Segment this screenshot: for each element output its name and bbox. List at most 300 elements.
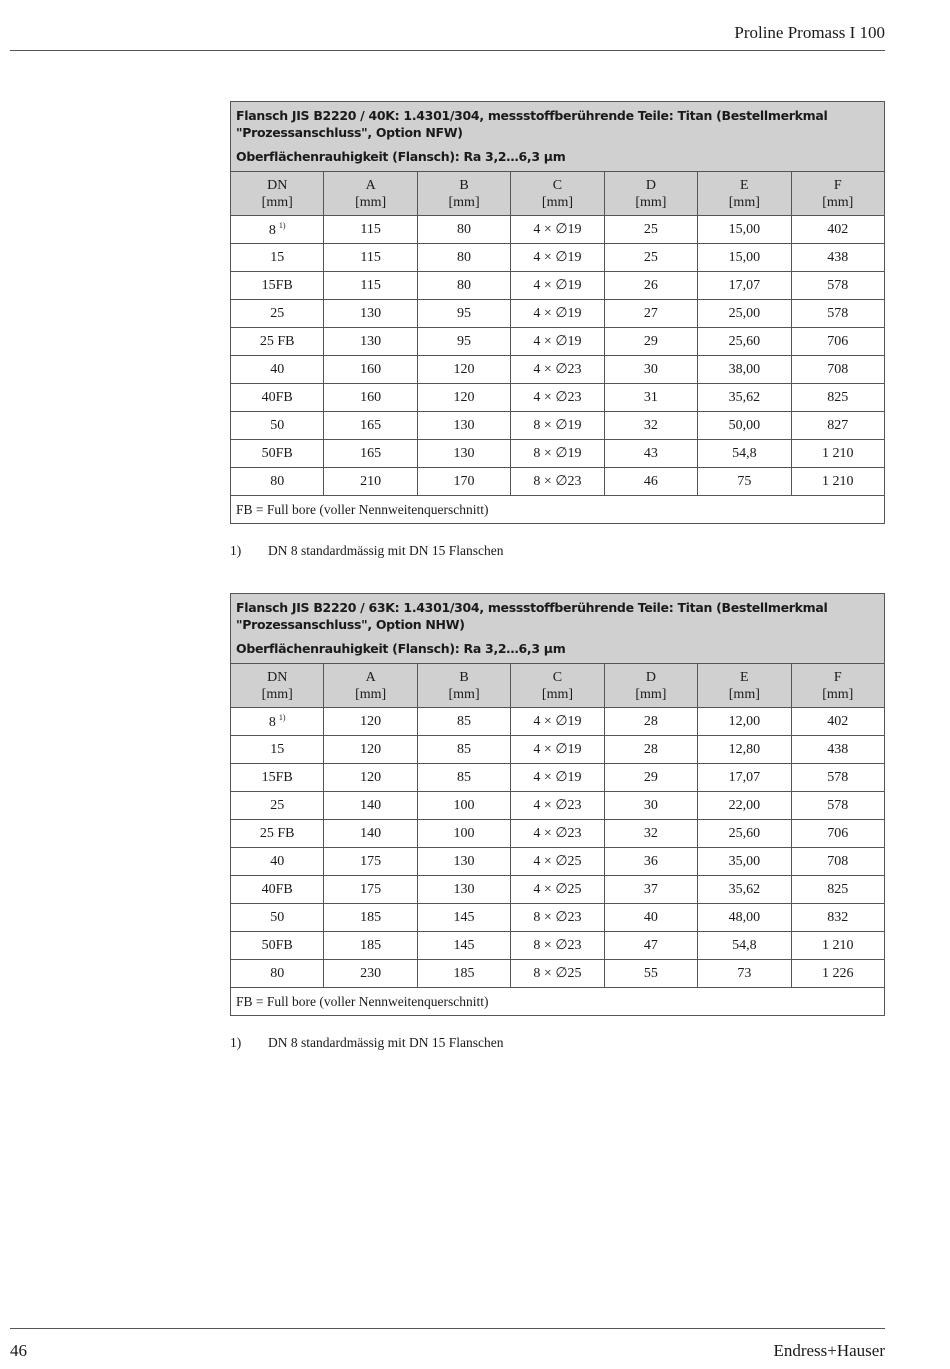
cell-value: 4 × ∅23 [533,390,582,405]
cell-value: 80 [270,473,285,489]
table-cell [698,328,791,356]
table-cell [324,440,417,468]
cell-value: 1 210 [822,473,854,489]
flange-table-40k [230,101,885,524]
cell-value: 25 [643,221,658,237]
cell-value: 827 [827,417,849,433]
table-cell [324,848,417,876]
column-name: E [740,177,749,193]
table-cell [324,244,417,272]
table-cell [417,820,510,848]
table-cell [698,216,791,244]
column-name: C [552,177,563,193]
table-cell [511,384,604,412]
cell-value: 17,07 [728,277,761,293]
cell-value: 31 [643,389,658,405]
cell-value: 160 [360,361,382,377]
column-header [604,664,697,708]
table-cell [698,932,791,960]
column-header [231,172,324,216]
table-cell [324,960,417,988]
cell-value: 438 [827,249,849,265]
table-cell [417,848,510,876]
cell-value: 15 [270,249,285,265]
table-cell [324,272,417,300]
table-cell [231,904,324,932]
cell-value: 12,00 [728,713,761,729]
column-unit: [mm] [541,194,574,210]
cell-value: 32 [643,417,658,433]
table-cell [604,960,697,988]
cell-value: 50,00 [728,417,761,433]
column-unit: [mm] [728,194,760,210]
cell-value: 15,00 [728,221,761,237]
footnote-mark: 1) [230,1035,242,1050]
cell-value: 4 × ∅25 [533,882,582,897]
table-cell [698,384,791,412]
cell-value: 40FB [261,881,293,897]
table-cell [791,468,884,496]
cell-value: 4 × ∅23 [533,826,582,841]
cell-value: 4 × ∅19 [533,742,582,757]
cell-value: 145 [453,937,475,953]
cell-value: 120 [453,389,475,405]
table-cell [791,300,884,328]
column-unit: [mm] [822,686,854,702]
table-cell [791,412,884,440]
cell-value: 25 FB [259,825,295,841]
table-row [231,904,885,932]
column-unit: [mm] [355,194,387,210]
table-row [231,876,885,904]
table-cell [604,904,697,932]
table-subcaption-row [231,637,885,664]
cell-value: 85 [457,741,472,757]
cell-value: 8 × ∅19 [533,446,582,461]
table-row [231,216,885,244]
cell-value: 80 [457,277,472,293]
column-unit: [mm] [728,686,760,702]
cell-value: 8 × ∅23 [533,938,582,953]
table-cell [604,764,697,792]
cell-value: 43 [643,445,658,461]
flange-table-63k [230,593,885,1016]
cell-value: 25,00 [728,305,761,321]
table-cell [324,904,417,932]
footnote-text: DN 8 standardmässig mit DN 15 Flanschen [268,543,504,558]
column-name: F [833,669,842,685]
cell-value: 40 [270,853,285,869]
table-cell [791,244,884,272]
table-cell [698,736,791,764]
table-cell [231,708,324,736]
cell-value: 140 [360,825,382,841]
cell-value: 29 [643,769,658,785]
column-unit: [mm] [822,194,854,210]
table-cell [417,736,510,764]
column-header [791,172,884,216]
column-name: D [645,669,656,685]
cell-value: 25 FB [259,333,295,349]
table-cell [791,384,884,412]
table-row [231,412,885,440]
cell-value: 35,62 [728,881,761,897]
cell-value: 210 [360,473,382,489]
cell-value: 35,62 [728,389,761,405]
cell-value: 75 [737,473,752,489]
column-unit: [mm] [355,686,387,702]
cell-value: 578 [827,797,849,813]
cell-value: 46 [643,473,658,489]
table-cell [231,468,324,496]
table-cell [511,708,604,736]
table-cell [324,932,417,960]
document-title: Proline Promass I 100 [734,23,885,42]
cell-value: 85 [457,713,472,729]
table-cell [604,848,697,876]
table-cell [231,272,324,300]
table-footer-row [231,988,885,1016]
table-cell [698,960,791,988]
table-cell [231,764,324,792]
table-caption-row [231,102,885,146]
table-cell [324,820,417,848]
table-cell [417,272,510,300]
table-row [231,960,885,988]
table-cell [417,932,510,960]
table-cell [791,764,884,792]
table-cell [698,272,791,300]
table-cell [417,904,510,932]
table-cell [604,216,697,244]
table-cell [511,216,604,244]
table-cell [511,876,604,904]
table-cell [511,272,604,300]
table-cell [698,820,791,848]
table-cell [791,272,884,300]
table-cell [231,792,324,820]
cell-value: 8 [268,222,276,238]
table-cell [324,356,417,384]
table-cell [511,736,604,764]
cell-value: 8 × ∅23 [533,474,582,489]
cell-value: 4 × ∅19 [533,714,582,729]
cell-value: 185 [360,909,382,925]
table-cell [511,848,604,876]
table-cell [698,764,791,792]
table-cell [698,468,791,496]
table-cell [791,820,884,848]
table-cell [324,384,417,412]
cell-value: 35,00 [728,853,761,869]
table-row [231,932,885,960]
column-unit: [mm] [261,194,293,210]
cell-value: 706 [827,333,849,349]
table-cell [324,468,417,496]
column-name: F [833,177,842,193]
table-cell [324,216,417,244]
table-cell [231,300,324,328]
cell-value: 29 [643,333,658,349]
column-name: C [552,669,563,685]
cell-value: 578 [827,305,849,321]
table-footer-row [231,496,885,524]
table-cell [417,216,510,244]
table-cell [791,848,884,876]
column-header [231,664,324,708]
cell-value: 25,60 [728,825,761,841]
table-cell [698,440,791,468]
cell-value: 130 [453,417,475,433]
column-name: A [365,177,376,193]
cell-value: 50 [270,417,285,433]
table-cell [791,960,884,988]
table-cell [604,708,697,736]
cell-value: 160 [360,389,382,405]
table-cell [511,904,604,932]
table-caption-row [231,594,885,638]
table-cell [511,356,604,384]
table-cell [604,328,697,356]
table-cell [604,244,697,272]
cell-value: 15 [270,741,285,757]
table-cell [231,244,324,272]
cell-value: 120 [360,713,382,729]
cell-value: 25,60 [728,333,761,349]
cell-value: 130 [360,333,382,349]
table-cell [231,328,324,356]
table-cell [604,468,697,496]
table-cell [604,440,697,468]
cell-value: 4 × ∅19 [533,222,582,237]
table-cell [698,876,791,904]
table-header-row [231,172,885,216]
cell-value: 130 [453,853,475,869]
column-name: A [365,669,376,685]
table-cell [791,904,884,932]
table-cell [604,300,697,328]
cell-value: 438 [827,741,849,757]
footnote-reference: 1) [278,220,286,230]
cell-value: 175 [360,853,382,869]
cell-value: 36 [643,853,658,869]
cell-value: 73 [737,965,752,981]
table-row [231,468,885,496]
cell-value: 25 [643,249,658,265]
cell-value: 30 [643,797,658,813]
table-cell [604,792,697,820]
table-footer-note: FB = Full bore (voller Nennweitenquerschnitt) [231,496,885,524]
table-caption: Flansch JIS B2220 / 63K: 1.4301/304, messstoffberührende Teile: Titan (Bestellmerkmal "Prozessanschluss", Option NHW) [231,594,885,638]
table-cell [417,960,510,988]
table-cell [511,244,604,272]
table-cell [511,764,604,792]
table-cell [417,328,510,356]
table-cell [417,876,510,904]
cell-value: 832 [827,909,849,925]
table-caption: Flansch JIS B2220 / 40K: 1.4301/304, messstoffberührende Teile: Titan (Bestellmerkmal "Prozessanschluss", Option NFW) [231,102,885,146]
table-cell [324,792,417,820]
table-row [231,708,885,736]
table-cell [417,708,510,736]
cell-value: 120 [360,741,382,757]
table-cell [791,876,884,904]
table-header-row [231,664,885,708]
table-cell [324,736,417,764]
cell-value: 38,00 [728,361,761,377]
cell-value: 27 [643,305,658,321]
table-cell [511,328,604,356]
column-name: E [740,669,749,685]
column-unit: [mm] [635,194,667,210]
cell-value: 4 × ∅25 [533,854,582,869]
table-cell [604,820,697,848]
page-number: 46 [10,1341,27,1360]
footnote-reference: 1) [278,712,286,722]
cell-value: 15FB [261,769,293,785]
table-cell [791,708,884,736]
table-cell [604,356,697,384]
table-cell [698,356,791,384]
table-row [231,272,885,300]
cell-value: 95 [457,305,472,321]
column-name: B [459,177,469,193]
table-cell [231,932,324,960]
column-unit: [mm] [261,686,293,702]
table-row [231,736,885,764]
cell-value: 130 [453,881,475,897]
cell-value: 54,8 [732,937,757,953]
column-header [324,172,417,216]
table-cell [231,848,324,876]
column-header [417,664,510,708]
cell-value: 1 210 [822,937,854,953]
table-cell [604,272,697,300]
cell-value: 4 × ∅19 [533,250,582,265]
table-cell [791,328,884,356]
column-unit: [mm] [448,194,480,210]
cell-value: 80 [457,221,472,237]
cell-value: 230 [360,965,382,981]
cell-value: 48,00 [728,909,761,925]
cell-value: 4 × ∅19 [533,278,582,293]
cell-value: 100 [453,825,475,841]
cell-value: 708 [827,853,849,869]
table-cell [698,792,791,820]
cell-value: 1 210 [822,445,854,461]
table-cell [417,468,510,496]
column-name: B [459,669,469,685]
cell-value: 165 [360,445,382,461]
table-row [231,848,885,876]
cell-value: 80 [457,249,472,265]
cell-value: 15,00 [728,249,761,265]
table-cell [231,440,324,468]
table-footer-note: FB = Full bore (voller Nennweitenquerschnitt) [231,988,885,1016]
cell-value: 54,8 [732,445,757,461]
cell-value: 47 [643,937,658,953]
table-cell [417,412,510,440]
table-cell [324,300,417,328]
column-header [698,172,791,216]
table-cell [231,412,324,440]
column-name: DN [267,669,288,685]
table-cell [604,384,697,412]
cell-value: 8 [268,714,276,730]
table-cell [324,876,417,904]
cell-value: 17,07 [728,769,761,785]
column-header [511,172,604,216]
column-name: DN [267,177,288,193]
table-row [231,384,885,412]
table-cell [417,356,510,384]
table-cell [324,412,417,440]
column-name: D [645,177,656,193]
table-cell [511,300,604,328]
cell-value: 145 [453,909,475,925]
cell-value: 50FB [261,937,293,953]
page-header [10,0,885,51]
cell-value: 4 × ∅19 [533,334,582,349]
column-header [417,172,510,216]
table-row [231,764,885,792]
cell-value: 825 [827,389,849,405]
table-cell [511,468,604,496]
cell-value: 130 [360,305,382,321]
column-unit: [mm] [635,686,667,702]
cell-value: 12,80 [728,741,761,757]
table-row [231,440,885,468]
column-unit: [mm] [448,686,480,702]
cell-value: 8 × ∅25 [533,966,582,981]
cell-value: 28 [643,741,658,757]
cell-value: 115 [360,249,381,265]
table-row [231,244,885,272]
cell-value: 95 [457,333,472,349]
table-cell [417,244,510,272]
table-row [231,300,885,328]
cell-value: 40 [643,909,658,925]
cell-value: 32 [643,825,658,841]
cell-value: 8 × ∅23 [533,910,582,925]
table-row [231,328,885,356]
table-cell [698,244,791,272]
cell-value: 50 [270,909,285,925]
cell-value: 4 × ∅19 [533,770,582,785]
table-cell [324,328,417,356]
column-header [324,664,417,708]
cell-value: 115 [360,221,381,237]
cell-value: 26 [643,277,658,293]
cell-value: 825 [827,881,849,897]
table-cell [698,708,791,736]
table-cell [791,792,884,820]
table-cell [231,384,324,412]
table-cell [604,932,697,960]
table-cell [417,792,510,820]
table-cell [417,300,510,328]
cell-value: 25 [270,305,285,321]
table-cell [417,440,510,468]
cell-value: 120 [453,361,475,377]
cell-value: 28 [643,713,658,729]
table-cell [698,904,791,932]
cell-value: 4 × ∅23 [533,798,582,813]
table-row [231,792,885,820]
table-row [231,356,885,384]
column-header [604,172,697,216]
table-cell [511,412,604,440]
